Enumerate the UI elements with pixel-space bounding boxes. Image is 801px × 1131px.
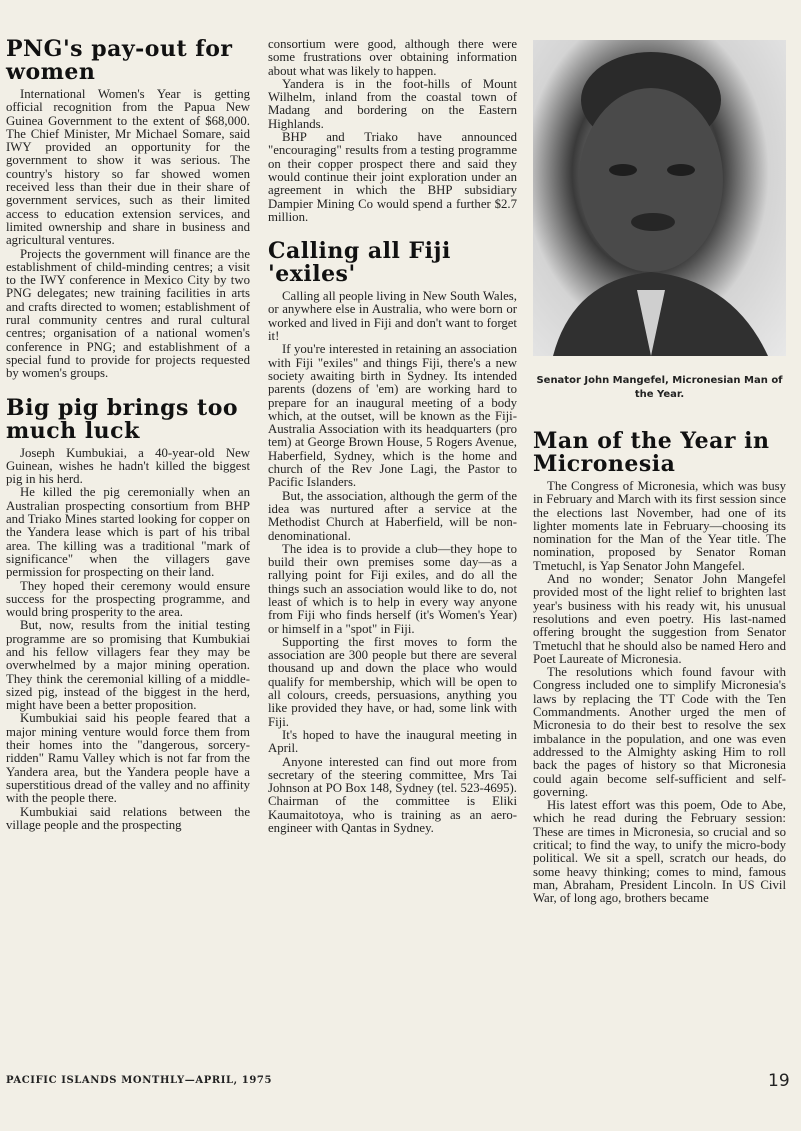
- portrait-figure: [533, 40, 786, 356]
- article-fiji-exiles: [268, 290, 517, 835]
- article-man-of-year: [533, 480, 786, 906]
- paragraph: Projects the government will finance are the establishment of child-minding centres; a visit to the IWY conference in Mexico City by two PNG delegates; new training facilities in arts and crafts directed to women; establishment of rural community centres and rural cultural centres; organisation of a national women's conference in PNG; and establishment of a special fund to provide for projects requested by women's groups.: [6, 246, 250, 381]
- portrait-photo: [533, 40, 786, 356]
- paragraph: It's hoped to have the inaugural meeting in April.: [268, 727, 517, 756]
- paragraph: If you're interested in retaining an association with Fiji "exiles" and things Fiji, there's a new society awaiting birth in Sydney. Its intended parents (dozens of 'em) are working hard to prepare for an inaugural meeting of a body which, at the outset, will be known as the Fiji-Australia Association with its headquarters (pro tem) at George Brown House, 5 Rogers Avenue, Haberfield, Sydney, which is the home and church of the Rev Jone Lagi, the Pastor to Pacific Islanders.: [268, 342, 517, 490]
- headline-fiji-exiles: Calling all Fiji 'exiles': [268, 238, 451, 288]
- paragraph: They hoped their ceremony would ensure success for the prospecting programme, and would bring prosperity to the area.: [6, 578, 250, 620]
- column-middle: [268, 38, 517, 835]
- paragraph: He killed the pig ceremonially when an Australian prospecting consortium from BHP and Triako Mines started looking for copper on the Yandera lease which is part of his tribal area. The killing was a traditional "mark of significance" when the villagers gave permission for prospecting on their land.: [6, 485, 250, 580]
- paragraph: Joseph Kumbukiai, a 40-year-old New Guinean, wishes he hadn't killed the biggest pig in his herd.: [6, 445, 250, 487]
- column-left: [6, 38, 250, 832]
- paragraph: His latest effort was this poem, Ode to Abe, which he read during the February session: These are times in Micronesia, so crucial and so critical; to find the way, to unify the micro-body political. We sit a spell, scratch our heads, do some heavy thinking; comes to mind, famous man, Abraham, President Lincoln. In US Civil War, of long ago, brothers became: [533, 798, 786, 906]
- headline-big-pig: Big pig brings too much luck: [6, 394, 239, 444]
- paragraph: BHP and Triako have announced "encouraging" results from a testing programme on their copper prospect there and said they would continue their joint exploration under an agreement in which the BHP subsidiary Dampier Mining Co would spend a further $2.7 million.: [268, 130, 517, 224]
- headline-man-of-year: Man of the Year in Micronesia: [533, 428, 770, 477]
- paragraph: The Congress of Micronesia, which was busy in February and March with its first session since the elections last November, had one of its lighter moments late in February—choosing its nomination for the Man of the Year title. The nomination, proposed by Senator Roman Tmetuchl, is Yap Senator John Mangefel.: [533, 479, 786, 573]
- article-big-pig-continued: [268, 38, 517, 224]
- paragraph: Kumbukiai said his people feared that a major mining venture would force them from their homes into the "dangerous, sorcery-ridden" Ramu Valley which is not far from the Yandera area, but the Yandera people have a superstitious dread of the valley and no affinity with the people there.: [6, 711, 250, 806]
- paragraph: The resolutions which found favour with Congress included one to simplify Micronesia's laws by replacing the TT Code with the Ten Commandments. Another urged the men of Micronesia to do their best to resolve the sex imbalance in the population, and one was even addressed to the Almighty asking Him to roll back the pages of history so that Micronesia could again become self-sufficient and self-governing.: [533, 665, 786, 799]
- paragraph: Anyone interested can find out more from secretary of the steering committee, Mrs Tai Johnson at PO Box 148, Sydney (tel. 523-4695). Chairman of the committee is Eliki Kaumaitotoya, who is training as an aero-engineer with Qantas in Sydney.: [268, 754, 517, 836]
- column-right: [533, 38, 786, 906]
- paragraph: International Women's Year is getting official recognition from the Papua New Guinea Government to the extent of $68,000. The Chief Minister, Mr Michael Somare, said IWY provided an opportunity for the government to show it was serious. The country's history so far showed women received less than their due in their share of government services, such as their limited access to education extension services, and limited ownership and share in business and agricultural ventures.: [6, 87, 250, 248]
- page-number: 19: [768, 1071, 790, 1091]
- paragraph: Kumbukiai said relations between the village people and the prospecting: [6, 804, 250, 832]
- paragraph: But, the association, although the germ of the idea was nurtured after a service at the Methodist Church at Haberfield, will be non-denominational.: [268, 488, 517, 543]
- paragraph: And no wonder; Senator John Mangefel provided most of the light relief to brighten last year's business with his ready wit, his unusual resolutions and even poetry. His last-named offering brought the suggestion from Senator Tmetuchl that he should also be named Hero and Poet Laureate of Micronesia.: [533, 572, 786, 666]
- paragraph: Calling all people living in New South Wales, or anywhere else in Australia, who were born or worked and lived in Fiji and don't want to forget it!: [268, 289, 517, 344]
- paragraph: Yandera is in the foot-hills of Mount Wilhelm, inland from the coastal town of Madang and bordering on the Eastern Highlands.: [268, 76, 517, 131]
- paragraph: Supporting the first moves to form the association are 300 people but there are several thousand up and down the place who would qualify for membership, which will be open to all colours, creeds, persuasions, anything you like provided they have, or had, some link with Fiji.: [268, 634, 517, 729]
- paragraph: The idea is to provide a club—they hope to build their own premises some day—as a rallying point for Fiji exiles, and do all the things such an association would like to do, not least of which is to help in every way anyone from Fiji who finds herself (it's Women's Year) or himself in a "spot" in Fiji.: [268, 541, 517, 636]
- paragraph: consortium were good, although there were some frustrations over obtaining information about what was likely to happen.: [268, 37, 517, 78]
- photo-caption: Senator John Mangefel, Micronesian Man of the Year.: [536, 375, 783, 400]
- page-footer: PACIFIC ISLANDS MONTHLY—APRIL, 1975: [6, 1075, 273, 1086]
- article-big-pig: [6, 447, 250, 833]
- article-png-payout: [6, 88, 250, 381]
- paragraph: But, now, results from the initial testing programme are so promising that Kumbukiai and his fellow villagers fear they may be overwhelmed by a major mining operation. They think the ceremonial killing of a middle-sized pig, instead of the biggest in the herd, might have been a better proposition.: [6, 618, 250, 713]
- headline-png-payout: PNG's pay-out for women: [6, 36, 233, 85]
